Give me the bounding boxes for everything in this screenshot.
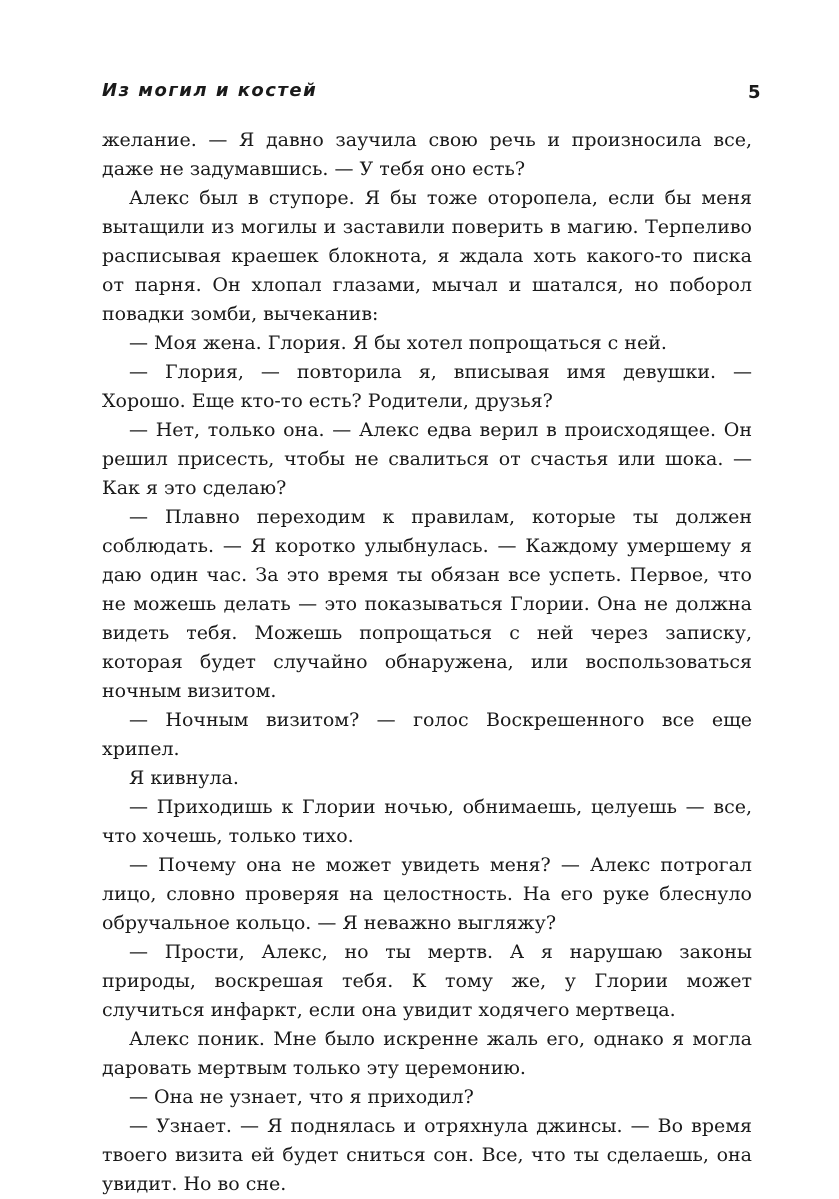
- paragraph: Алекс был в ступоре. Я бы тоже оторопела, если бы меня вытащили из могилы и заставили поверить в магию. Терпеливо расписывая краешек блокнота, я ждала хоть какого-то писка от парня. Он хлопал глазами, мычал и шатался, но поборол повадки зомби, вычеканив:: [102, 187, 752, 325]
- page-number: 5: [748, 82, 761, 103]
- paragraph: — Моя жена. Глория. Я бы хотел попрощаться с ней.: [129, 332, 667, 354]
- paragraph: — Плавно переходим к правилам, которые ты должен соблюдать. — Я коротко улыбнулась. — Каждому умершему я даю один час. За это время ты обязан все успеть. Первое, что не можешь делать — это показываться Глории. Она не должна видеть тебя. Можешь попрощаться с ней через записку, которая будет случайно обнаружена, или воспользоваться ночным визитом.: [102, 506, 752, 702]
- paragraph: — Узнает. — Я поднялась и отряхнула джинсы. — Во время твоего визита ей будет сниться сон. Все, что ты сделаешь, она увидит. Но во сне.: [102, 1115, 752, 1195]
- paragraph: — Ночным визитом? — голос Воскрешенного все еще хрипел.: [102, 709, 752, 760]
- body-text: [102, 126, 752, 1199]
- paragraph: — Прости, Алекс, но ты мертв. А я нарушаю законы природы, воскрешая тебя. К тому же, у Глории может случиться инфаркт, если она увидит ходячего мертвеца.: [102, 941, 752, 1021]
- paragraph: Я кивнула.: [129, 767, 239, 789]
- paragraph: — Приходишь к Глории ночью, обнимаешь, целуешь — все, что хочешь, только тихо.: [102, 796, 752, 847]
- running-header-title: Из могил и костей: [102, 80, 318, 101]
- paragraph: — Почему она не может увидеть меня? — Алекс потрогал лицо, словно проверяя на целостность. На его руке блеснуло обручальное кольцо. — Я неважно выгляжу?: [102, 854, 752, 934]
- paragraph: — Глория, — повторила я, вписывая имя девушки. — Хорошо. Еще кто-то есть? Родители, друзья?: [102, 361, 752, 412]
- paragraph: — Нет, только она. — Алекс едва верил в происходящее. Он решил присесть, чтобы не свалиться от счастья или шока. — Как я это сделаю?: [102, 419, 752, 499]
- paragraph: желание. — Я давно заучила свою речь и произносила все, даже не задумавшись. — У тебя оно есть?: [102, 129, 752, 180]
- paragraph: — Она не узнает, что я приходил?: [129, 1086, 474, 1108]
- paragraph: Алекс поник. Мне было искренне жаль его, однако я могла даровать мертвым только эту церемонию.: [102, 1028, 752, 1079]
